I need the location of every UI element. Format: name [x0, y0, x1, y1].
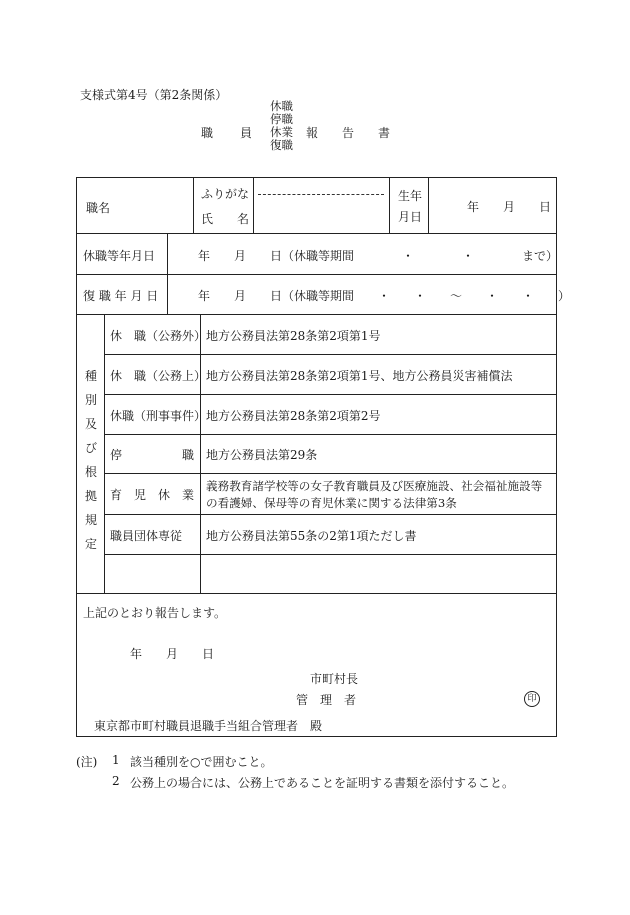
birth-label-1: 生年	[398, 189, 423, 203]
title-option-teishoku: 停職	[270, 112, 293, 126]
report-statement: 上記のとおり報告します。	[83, 606, 227, 620]
furigana-label: ふりがな	[201, 187, 250, 201]
report-date: 年 月 日	[130, 647, 215, 661]
addressee: 東京都市町村職員退職手当組合管理者 殿	[94, 719, 323, 733]
category-basis: 地方公務員法第55条の2第1項ただし書	[206, 529, 417, 543]
category-basis: 地方公務員法第28条第2項第1号	[206, 329, 381, 343]
title-options	[270, 100, 293, 152]
birth-label-2: 月日	[398, 210, 423, 224]
birth-date-value: 年 月 日	[467, 200, 552, 214]
category-basis-line2: の看護婦、保母等の育児休業に関する法律第3条	[206, 496, 457, 510]
category-type: 休職（刑事事件）	[110, 409, 207, 423]
title-suffix: 報 告 書	[306, 126, 391, 140]
title-option-fukushoku: 復職	[270, 138, 293, 152]
category-basis: 地方公務員法第28条第2項第1号、地方公務員災害補償法	[206, 369, 513, 383]
category-type: 職員団体専従	[110, 529, 183, 543]
category-type: 停 職	[110, 448, 195, 462]
title-option-kyugyo: 休業	[270, 125, 293, 139]
title-prefix: 職 員	[201, 126, 254, 140]
leave-date-label: 休職等年月日	[83, 249, 156, 263]
note-number: 2	[112, 774, 120, 788]
manager-label: 管 理 者	[296, 693, 357, 707]
category-type: 育 児 休 業	[110, 488, 195, 502]
return-date-label: 復 職 年 月 日	[83, 289, 159, 303]
leave-date-value: 年 月 日（休職等期間 ・ ・ まで）	[198, 249, 559, 263]
category-type: 休 職（公務外）	[110, 329, 207, 343]
category-basis: 地方公務員法第28条第2項第2号	[206, 409, 381, 423]
note-text: 公務上の場合には、公務上であることを証明する書類を添付すること。	[130, 776, 515, 790]
name-label: 氏 名	[201, 212, 250, 226]
mayor-label: 市町村長	[310, 672, 359, 686]
category-basis-line1: 義務教育諸学校等の女子教育職員及び医療施設、社会福祉施設等	[206, 479, 543, 493]
return-date-value: 年 月 日（休職等期間 ・ ・ 〜 ・ ・ ）	[198, 289, 571, 303]
category-type: 休 職（公務上）	[110, 369, 207, 383]
note-text: 該当種別を○で囲むこと。	[130, 755, 273, 769]
job-title-label: 職名	[86, 201, 111, 215]
title-option-kyushoku: 休職	[270, 99, 293, 113]
notes-label: (注)	[76, 755, 98, 769]
form-number: 支様式第4号（第2条関係）	[80, 88, 228, 102]
note-number: 1	[112, 753, 120, 767]
category-label: 種 別 及 び 根 拠 規 定	[84, 369, 97, 551]
seal-mark: 印	[524, 691, 540, 707]
category-basis: 地方公務員法第29条	[206, 448, 318, 462]
